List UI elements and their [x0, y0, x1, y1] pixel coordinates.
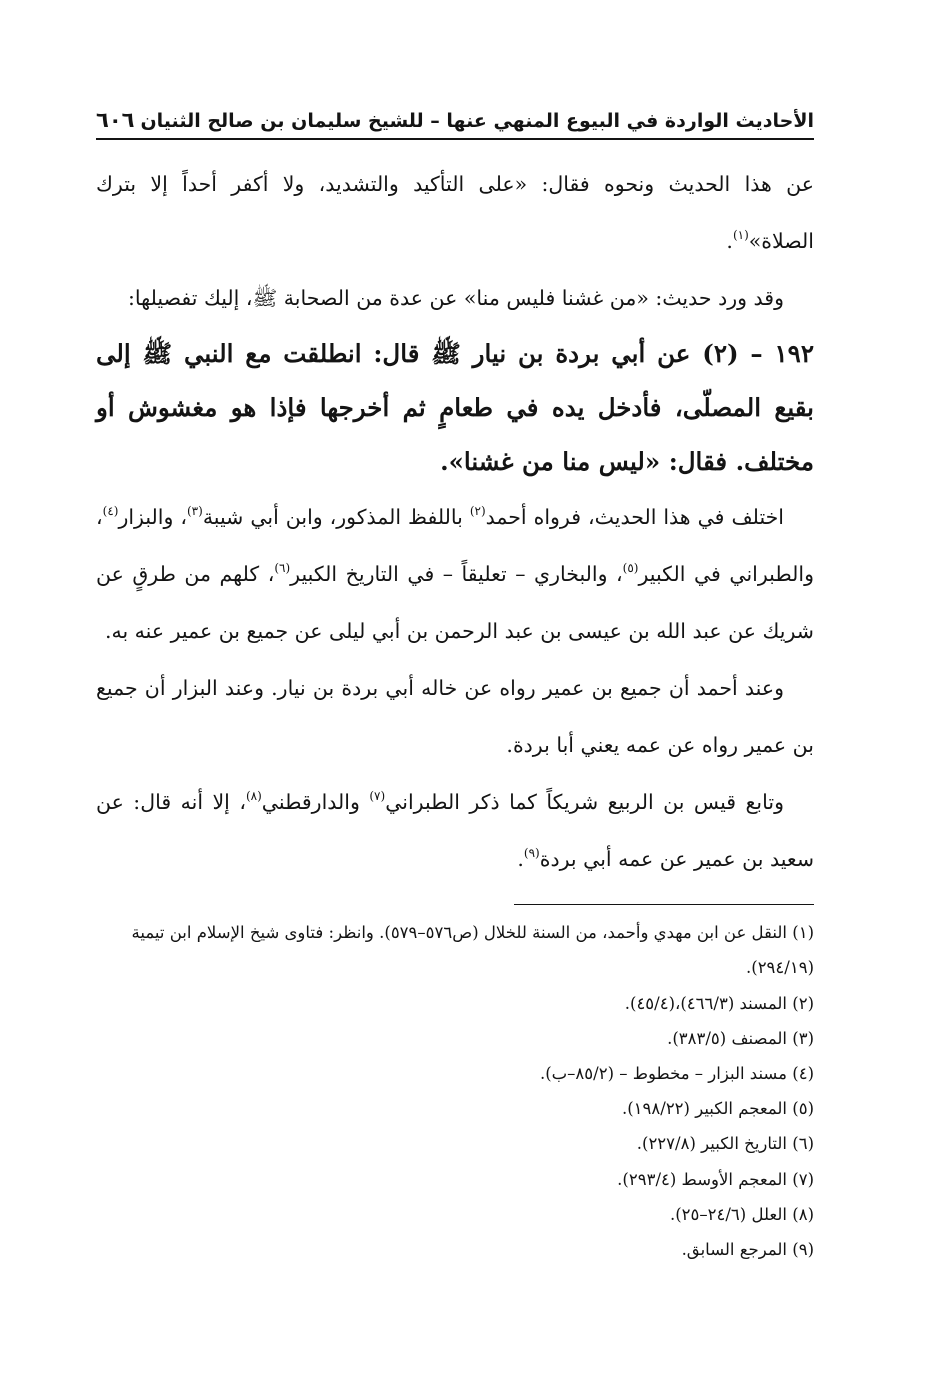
p3-text-5: ، والبخاري – تعليقاً – في التاريخ الكبير — [290, 562, 623, 587]
footnote-4: (٤) مسند البزار – مخطوط – (٨٥/٢–ب). — [539, 1064, 814, 1083]
footnote-ref-7[interactable]: (٧) — [369, 789, 386, 804]
page-header — [96, 108, 814, 140]
running-title: الأحاديث الواردة في البيوع المنهي عنها – للشيخ سليمان بن صالح الثنيان — [140, 110, 814, 133]
paragraph-4: وعند أحمد أن جميع بن عمير رواه عن خاله أبي بردة بن نيار. وعند البزار أن جميع بن عمير رواه عن عمه يعني أبا بردة. — [96, 676, 814, 758]
footnotes — [96, 915, 814, 1267]
document-page — [96, 108, 814, 1267]
page-number: ٦٠٦ — [96, 108, 135, 132]
paragraph-3 — [96, 489, 814, 660]
p3-text-2: باللفظ المذكور، وابن أبي شيبة — [202, 505, 470, 530]
footnote-ref-6[interactable]: (٦) — [274, 561, 291, 576]
p5-text-3: ، إلا أنه قال: عن سعيد بن عمير عن عمه أبي بردة — [96, 790, 814, 872]
main-text — [96, 156, 814, 888]
paragraph-1 — [96, 156, 814, 270]
p5-text-1: وتابع قيس بن الربيع شريكاً كما ذكر الطبراني — [385, 790, 784, 815]
p5-text-4: . — [517, 847, 524, 872]
footnote-1: (١) النقل عن ابن مهدي وأحمد، من السنة للخلال (ص٥٧٦–٥٧٩). وانظر: فتاوى شيخ الإسلام ابن تيمية (٢٩٤/١٩). — [131, 923, 814, 978]
paragraph-2: وقد ورد حديث: «من غشنا فليس منا» عن عدة من الصحابة ﷺ، إليك تفصيلها: — [128, 286, 784, 311]
footnote-2: (٢) المسند (٤٦٦/٣)،(٤٥/٤). — [624, 993, 814, 1013]
footnote-7: (٧) المعجم الأوسط (٢٩٣/٤). — [617, 1169, 814, 1189]
footnote-ref-5[interactable]: (٥) — [622, 561, 639, 576]
footnote-9: (٩) المرجع السابق. — [681, 1240, 814, 1260]
paragraph-1-end: . — [726, 229, 733, 254]
p3-text-6: ، كلهم من طرقٍ عن شريك عن عبد الله بن عيسى بن عبد الرحمن بن أبي ليلى عن جميع بن عمير عنه به. — [96, 562, 814, 644]
footnote-3: (٣) المصنف (٣٨٣/٥). — [667, 1028, 814, 1048]
paragraph-1-text: عن هذا الحديث ونحوه فقال: «على التأكيد والتشديد، ولا أكفر أحداً إلا بترك الصلاة» — [96, 172, 814, 254]
footnote-5: (٥) المعجم الكبير (١٩٨/٢٢). — [621, 1099, 814, 1119]
footnote-ref-8[interactable]: (٨) — [245, 789, 262, 804]
footnote-8: (٨) العلل (٢٤/٦–٢٥). — [669, 1204, 814, 1224]
hadith-text: ١٩٢ – (٢) عن أبي بردة بن نيار ﷺ قال: انطلقت مع النبي ﷺ إلى بقيع المصلّى، فأدخل يده في طعامٍ ثم أخرجها فإذا هو مغشوش أو مختلف. فقال: «ليس منا من غشنا». — [96, 339, 814, 477]
footnote-ref-3[interactable]: (٣) — [186, 504, 203, 519]
p3-text-4: ، والطبراني في الكبير — [96, 505, 814, 587]
footnote-ref-4[interactable]: (٤) — [102, 504, 119, 519]
footnote-ref-2[interactable]: (٢) — [469, 504, 486, 519]
p3-text-3: ، والبزار — [118, 505, 187, 530]
p3-text-1: اختلف في هذا الحديث، فرواه أحمد — [485, 505, 785, 530]
footnote-separator — [514, 904, 814, 905]
paragraph-5 — [96, 774, 814, 888]
footnote-6: (٦) التاريخ الكبير (٢٢٧/٨). — [636, 1134, 814, 1154]
footnote-ref-9[interactable]: (٩) — [523, 846, 540, 861]
p5-text-2: والدارقطني — [261, 790, 370, 815]
footnote-ref-1[interactable]: (١) — [732, 228, 749, 243]
